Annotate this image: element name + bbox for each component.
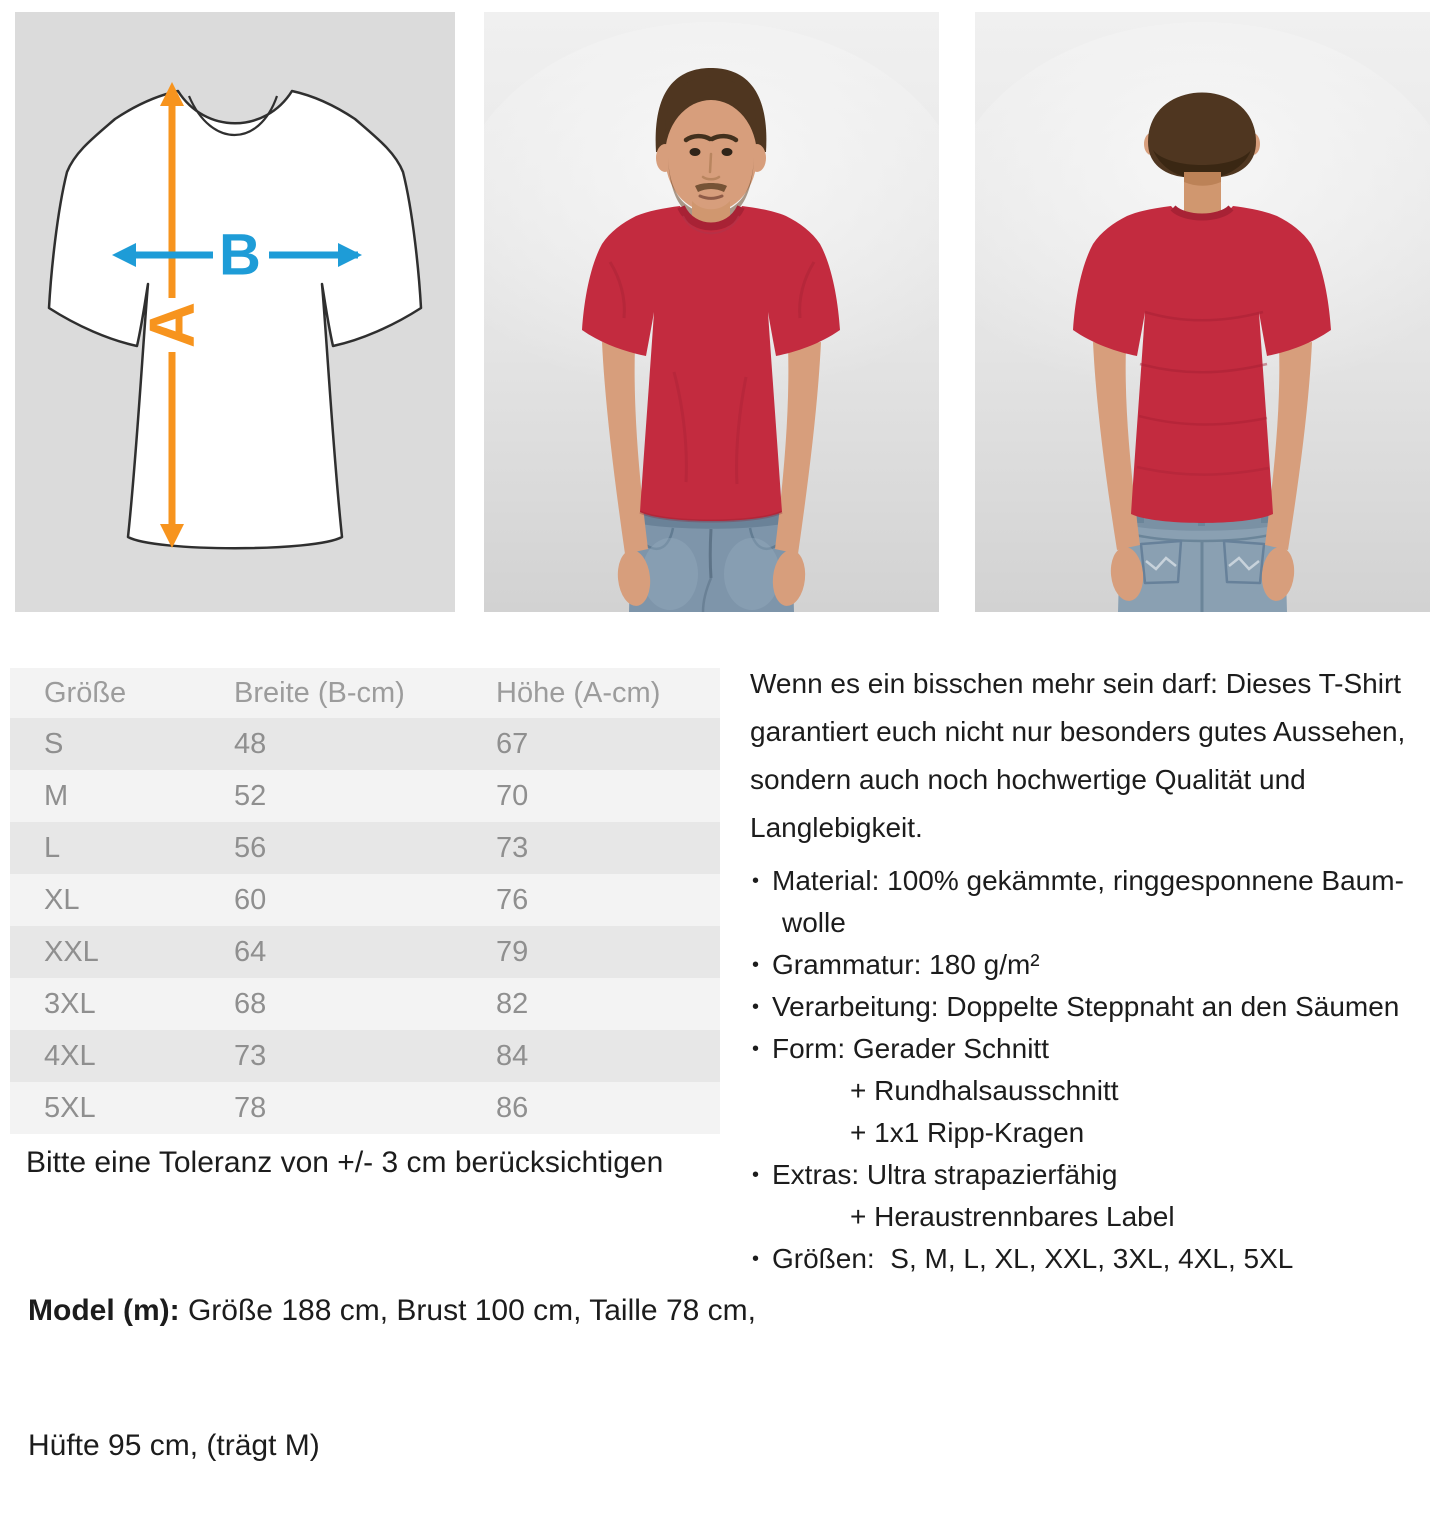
bullet-text: Material: 100% gekämmte, ringgesponnene Baum-	[772, 865, 1404, 896]
cell-height: 70	[496, 779, 529, 812]
model-note-text: Größe 188 cm, Brust 100 cm, Taille 78 cm,	[179, 1294, 756, 1327]
bullet-text: Größen: S, M, L, XL, XXL, 3XL, 4XL, 5XL	[772, 1243, 1294, 1274]
bullet-text: Verarbeitung: Doppelte Steppnaht an den Säumen	[772, 991, 1400, 1022]
bullet-line	[750, 860, 1435, 902]
description-bullets	[750, 860, 1435, 1280]
model-back-photo	[975, 12, 1430, 612]
cell-height: 79	[496, 935, 529, 968]
cell-width: 78	[234, 1091, 267, 1124]
table-row	[10, 874, 720, 926]
table-row	[10, 926, 720, 978]
cell-width: 60	[234, 883, 267, 916]
intro-line: garantiert euch nicht nur besonders gutes Aussehen,	[750, 716, 1406, 747]
bullet-text: wolle	[782, 907, 846, 938]
bullet-dot-icon: •	[752, 1248, 760, 1270]
col-header-width: Breite (B-cm)	[234, 676, 405, 709]
bullet-text: Grammatur: 180 g/m²	[772, 949, 1040, 980]
model-note	[28, 1198, 756, 1513]
cell-size: 4XL	[44, 1039, 96, 1072]
bullet-line	[750, 1112, 1435, 1154]
table-row	[10, 1082, 720, 1134]
bullet-dot-icon: •	[752, 1038, 760, 1060]
bullet-line	[750, 944, 1435, 986]
bullet-text: + Heraustrennbares Label	[850, 1201, 1175, 1232]
cell-size: XXL	[44, 935, 99, 968]
col-header-size: Größe	[44, 676, 127, 709]
cell-height: 86	[496, 1091, 529, 1124]
table-row	[10, 978, 720, 1030]
cell-size: S	[44, 727, 64, 760]
bullet-line	[750, 1028, 1435, 1070]
size-diagram-panel	[15, 12, 455, 612]
model-note-line2: Hüfte 95 cm, (trägt M)	[28, 1429, 320, 1462]
bullet-text: Extras: Ultra strapazierfähig	[772, 1159, 1118, 1190]
table-row	[10, 1030, 720, 1082]
description-intro	[750, 660, 1435, 852]
bullet-line	[750, 1154, 1435, 1196]
cell-size: L	[44, 831, 61, 864]
table-row	[10, 822, 720, 874]
cell-height: 73	[496, 831, 529, 864]
product-description	[750, 660, 1435, 1280]
model-front-photo	[484, 12, 939, 612]
size-table-header	[10, 668, 720, 718]
cell-height: 76	[496, 883, 529, 916]
eye-right	[722, 148, 733, 156]
cell-height: 84	[496, 1039, 529, 1072]
intro-line: Wenn es ein bisschen mehr sein darf: Dieses T-Shirt	[750, 668, 1402, 699]
bullet-line	[750, 1238, 1435, 1280]
bullet-text: + Rundhalsausschnitt	[850, 1075, 1119, 1106]
bullet-line	[750, 1070, 1435, 1112]
intro-line: sondern auch noch hochwertige Qualität und	[750, 764, 1306, 795]
bullet-text: + 1x1 Ripp-Kragen	[850, 1117, 1085, 1148]
bullet-line	[750, 902, 1435, 944]
measure-label-b: B	[219, 222, 261, 288]
bullet-line	[750, 1196, 1435, 1238]
bullet-line	[750, 986, 1435, 1028]
table-row	[10, 770, 720, 822]
cell-width: 52	[234, 779, 267, 812]
tolerance-note: Bitte eine Toleranz von +/- 3 cm berücksichtigen	[26, 1146, 664, 1179]
cell-width: 48	[234, 727, 267, 760]
cell-size: M	[44, 779, 69, 812]
bullet-dot-icon: •	[752, 996, 760, 1018]
model-note-line1	[28, 1288, 756, 1333]
cell-width: 56	[234, 831, 267, 864]
cell-size: 5XL	[44, 1091, 96, 1124]
tshirt-measurement-diagram	[15, 12, 455, 612]
cell-width: 64	[234, 935, 267, 968]
table-row	[10, 718, 720, 770]
col-header-height: Höhe (A-cm)	[496, 676, 661, 709]
cell-size: 3XL	[44, 987, 96, 1020]
size-table	[10, 668, 720, 1134]
cell-height: 82	[496, 987, 529, 1020]
cell-size: XL	[44, 883, 80, 916]
bullet-dot-icon: •	[752, 1164, 760, 1186]
cell-width: 73	[234, 1039, 267, 1072]
intro-line: Langlebigkeit.	[750, 812, 923, 843]
measure-label-a: A	[136, 301, 208, 349]
size-table-body	[10, 718, 720, 1134]
tshirt-outline	[49, 91, 421, 548]
eye-left	[690, 148, 701, 156]
bullet-dot-icon: •	[752, 954, 760, 976]
cell-width: 68	[234, 987, 267, 1020]
model-note-label: Model (m):	[28, 1294, 180, 1327]
cell-height: 67	[496, 727, 529, 760]
bullet-text: Form: Gerader Schnitt	[772, 1033, 1049, 1064]
bullet-dot-icon: •	[752, 870, 760, 892]
